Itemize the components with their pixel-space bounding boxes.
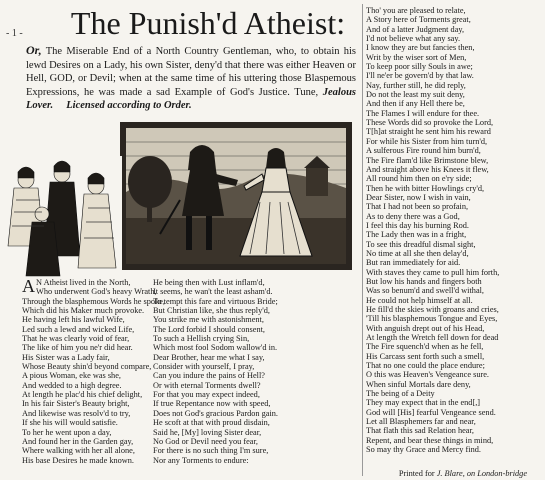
verse-line: That he was clearly void of fear,	[22, 334, 130, 344]
verse-line: All round him then on e'ry side;	[366, 174, 472, 184]
verse-line: With anguish drept out of his Head,	[366, 323, 485, 333]
verse-line: I know they are but fancies then,	[366, 43, 475, 53]
verse-line: At length he plac'd his chief delight,	[22, 390, 143, 400]
verse-line: The Fire squench'd when as he fell,	[366, 342, 484, 352]
verse-line: God will [His] fearful Vengeance send.	[366, 407, 496, 417]
verse-line: N Atheist lived in the North,	[36, 278, 131, 287]
page-number: - 1 -	[6, 28, 23, 39]
license-note: Licensed according to Order.	[66, 100, 192, 112]
verse-line: Was so benum'd and swell'd withal,	[366, 286, 484, 296]
verse-line: Or with eternal Torments dwell?	[153, 380, 261, 390]
verse-line: He being then with Lust inflam'd,	[153, 278, 265, 287]
verse-line: So may thy Grace and Mercy find.	[366, 445, 481, 455]
verse-line: Can you indure the pains of Hell?	[153, 371, 265, 381]
verse-line: It seems, he wan't the least asham'd.	[153, 287, 273, 297]
verse-line: Which did his Maker much provoke.	[22, 306, 145, 316]
verse-line: With staves they came to pull him forth,	[366, 267, 500, 277]
verse-line: A Story here of Torments great,	[366, 15, 471, 25]
verse-line: To tempt this fare and virtuous Bride;	[153, 296, 278, 306]
verse-line: His Sister was a Lady fair,	[22, 352, 110, 362]
verse-line: He fill'd the skies with groans and cries,	[366, 305, 499, 314]
verse-line: To keep poor silly Souls in awe;	[366, 62, 473, 72]
verse-line: That no one could the place endure;	[366, 361, 485, 371]
verse-line: And wedded to a high degree.	[22, 380, 122, 390]
ballad-title: The Punish'd Atheist:	[70, 5, 346, 41]
verse-line: The like of him you ne'r did hear.	[22, 343, 133, 353]
verse-line: Writ by the wiser sort of Men,	[366, 52, 467, 62]
verse-line: In his fair Sister's Beauty bright,	[22, 399, 130, 409]
column-divider	[362, 4, 363, 476]
verse-line: These Words did so provoke the Lord,	[366, 118, 494, 128]
verse-line: If she his will would satisfie.	[22, 418, 118, 428]
verse-line: Consider with yourself, I pray,	[153, 362, 255, 372]
subtitle-or: Or,	[26, 43, 42, 57]
verse-line: The Flames I will endure for thee.	[366, 108, 480, 118]
verse-line: And of a latter Judgment day,	[366, 24, 465, 34]
woodcut-side-image	[4, 156, 122, 280]
verse-line: And straight above his Knees it flew,	[366, 164, 489, 174]
verse-line: You strike me with astonishment,	[153, 315, 264, 325]
verse-line: To see this dreadful dismal sight,	[366, 239, 476, 249]
tune-label: Tune,	[294, 86, 319, 98]
verse-line: When sinful Mortals dare deny,	[366, 379, 471, 389]
verse-line: Dear Sister, now I wish in vain,	[366, 192, 471, 202]
verse-line: He scoft at that with proud disdain,	[153, 418, 270, 428]
printer-name: J. Blare	[436, 469, 463, 478]
verse-line: As to deny there was a God,	[366, 211, 460, 221]
verse-line: That I had not been so profain,	[366, 202, 469, 212]
subtitle-text: The Miserable End of a North Country Gentleman, who, to obtain his lewd Desires on a Lady, his own Sister, deny'd that there was either Heaven or Hell, GOD, or Devil; when at the same time of his uttering those Blaspemous Expressions, he was made a sad Example of God's Justice.	[26, 46, 357, 98]
verse-line: 'Till his blasphemous Tongue and Eyes,	[366, 314, 498, 324]
verse-line: That flath this sad Relation hear,	[366, 426, 474, 436]
ballad-subtitle	[26, 44, 356, 113]
verse-column-2	[153, 278, 278, 465]
verse-line: Do not the least my suit deny,	[366, 90, 465, 100]
verse-line: And found her in the Garden gay,	[22, 436, 134, 446]
verse-line: A pious Woman, eke was she,	[22, 371, 121, 381]
verse-line: Who underwent God's heavy Wrath,	[36, 287, 157, 297]
verse-line: No time at all she then delay'd,	[366, 248, 469, 258]
verse-line: And likewise was resolv'd to try,	[22, 408, 131, 418]
verse-line: Led such a lewd and wicked Life,	[22, 324, 135, 334]
verse-line: Repent, and bear these things in mind,	[366, 435, 494, 445]
verse-line: Which most fool Sodom wallow'd in.	[153, 343, 278, 353]
verse-line: He having left his lawful Wife,	[22, 315, 125, 325]
verse-line: Tho' you are pleased to relate,	[366, 6, 466, 15]
verse-line: His Carcass sent forth such a smell,	[366, 351, 485, 361]
verse-line: For that you may expect indeed,	[153, 390, 260, 400]
verse-line: O this was Heaven's Vengeance sure.	[366, 370, 489, 380]
verse-line: His base Desires he made known.	[22, 455, 134, 465]
verse-line: Let all Blasphemers far and near,	[366, 417, 476, 427]
verse-line: Dear Brother, hear me what I say,	[153, 352, 265, 362]
verse-line: T[h]at straight he sent him his reward	[366, 127, 491, 137]
tune-name: Jealous Lover.	[26, 86, 357, 112]
verse-line: I feel this day his burning Rod.	[366, 220, 470, 230]
verse-line: Does not God's gracious Pardon gain.	[153, 408, 279, 418]
verse-line: No God or Devil need you fear,	[153, 436, 258, 446]
verse-line: The Fire flam'd like Brimstone blew,	[366, 155, 489, 165]
verse-line: Nor any Torments to endure:	[153, 455, 249, 465]
verse-line: I'll ne'er be govern'd by that law.	[366, 71, 474, 81]
verse-line: If true Repentance now with speed,	[153, 399, 271, 409]
verse-line: Nay, further still, he did reply,	[366, 80, 466, 90]
verse-line: At length the Wretch fell down for dead	[366, 333, 499, 343]
verse-column-1	[22, 278, 165, 465]
printer-imprint: Printed for J. Blare, on London-bridge	[398, 469, 527, 478]
verse-line: To such a Hellish crying Sin,	[153, 334, 250, 344]
verse-line: Then he with bitter Howlings cry'd,	[366, 183, 485, 193]
verse-line: And then if any Hell there be,	[366, 99, 465, 109]
printer-place: on London-bridge	[466, 469, 527, 478]
verse-line: Said he, [My] loving Sister dear,	[153, 427, 262, 437]
verse-line: Where walking with her all alone,	[22, 446, 135, 456]
verse-line: I'd not believe what any say.	[366, 34, 461, 44]
verse-column-3	[366, 6, 499, 455]
drop-cap: A	[22, 276, 35, 296]
verse-line: But Christian like, she thus reply'd,	[153, 306, 270, 316]
verse-line: He could not help himself at all.	[366, 295, 473, 305]
verse-line: But ran immediately for aid.	[366, 258, 461, 268]
verse-line: The being of a Deity	[366, 389, 435, 399]
verse-line: To her he went upon a day,	[22, 427, 112, 437]
verse-line: A sulferous Fire round him burn'd,	[366, 146, 481, 156]
verse-line: Whose Beauty shin'd beyond compare,	[22, 362, 152, 372]
verse-line: Through the blasphemous Words he spoke,	[22, 296, 165, 306]
verse-line: But low his hands and fingers both	[366, 276, 482, 286]
printer-prefix: Printed for	[398, 469, 435, 478]
verse-line: The Lord forbid I should consent,	[153, 324, 265, 334]
verse-line: For there is no such thing I'm sure,	[153, 446, 269, 456]
verse-line: For while his Sister from him turn'd,	[366, 136, 488, 146]
verse-line: They may expect that in the end[,]	[366, 398, 481, 408]
woodcut-main-image	[120, 122, 352, 270]
verse-line: The Lady then was in a fright,	[366, 230, 467, 240]
